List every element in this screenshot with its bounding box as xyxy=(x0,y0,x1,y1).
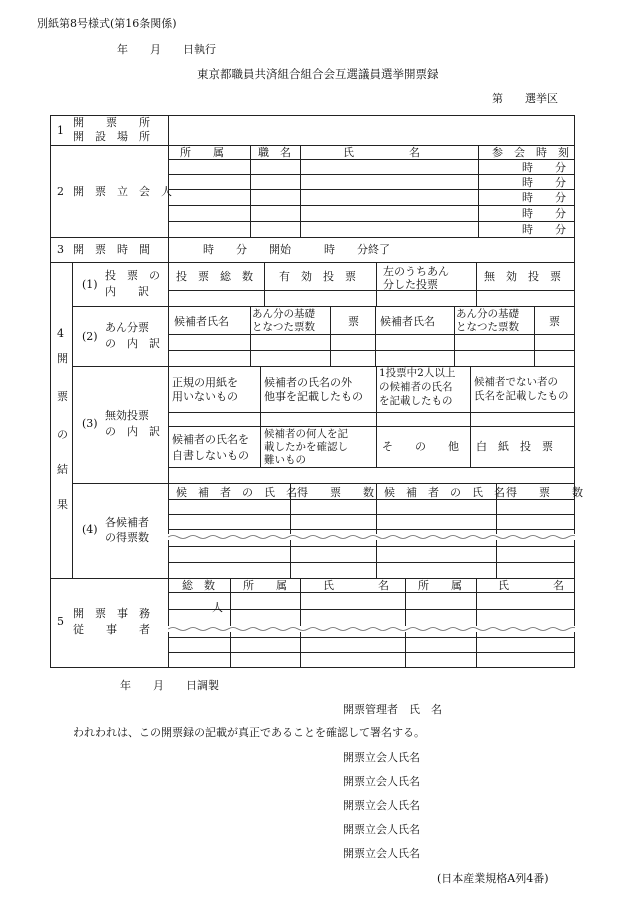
s3-label: 開 票 時 間 xyxy=(73,243,150,256)
s2-col-affiliation: 所 属 xyxy=(180,146,224,159)
s4-r1-label-2: 内 訳 xyxy=(105,285,149,298)
declaration: われわれは、この開票録の記載が真正であることを確認して署名する。 xyxy=(73,726,425,739)
page-title: 東京都職員共済組合組合会互選議員選挙開票録 xyxy=(197,67,439,81)
s4-r3-a-1: 正規の用紙を xyxy=(172,376,238,389)
s4-r3-c-3: を記載したもの xyxy=(379,395,453,407)
form-number: 別紙第8号様式(第16条関係) xyxy=(37,17,177,30)
s4-side-1: 開 xyxy=(57,352,68,365)
s4-r1-no: (1) xyxy=(82,278,98,291)
execution-date: 年 月 日執行 xyxy=(117,43,216,56)
s5-col-affiliation-1: 所 属 xyxy=(243,579,287,592)
s5-col-affiliation-2: 所 属 xyxy=(418,579,462,592)
s4-r4-col-candidate-2: 候 補 者 の 氏 名 xyxy=(384,486,505,499)
omission-mark xyxy=(168,626,575,632)
witness-name-2: 開票立会人氏名 xyxy=(343,775,420,788)
s4-r3-blank: 白 紙 投 票 xyxy=(476,440,553,453)
s4-r3-no: (3) xyxy=(82,417,98,430)
s5-label-1: 開 票 事 務 xyxy=(73,607,150,620)
s3-value: 時 分 開始 時 分終了 xyxy=(203,243,390,256)
s4-r3-label-2: の 内 訳 xyxy=(105,425,160,438)
s4-r4-col-votes-1: 得 票 数 xyxy=(297,486,374,499)
s4-r1-label-1: 投 票 の xyxy=(105,269,160,282)
s4-r2-basis-2b: となつた票数 xyxy=(456,321,519,333)
s5-col-name-2: 氏 名 xyxy=(498,579,564,592)
s2-label: 開 票 立 会 人 xyxy=(73,185,172,198)
s4-r2-basis-1b: となつた票数 xyxy=(252,321,315,333)
s1-label-2: 開 設 場 所 xyxy=(73,130,150,143)
s4-r1-prorated-1: 左のうちあん xyxy=(383,265,449,278)
s4-r3-label-1: 無効投票 xyxy=(105,409,149,422)
district-label: 第 選挙区 xyxy=(492,92,558,105)
s2-col-name: 氏 名 xyxy=(343,146,420,159)
s2-col-title: 職 名 xyxy=(258,146,291,159)
s4-r2-candidate-1: 候補者氏名 xyxy=(174,315,229,328)
s4-r2-label-2: の 内 訳 xyxy=(105,337,160,350)
s4-side-4: 結 xyxy=(57,463,68,476)
s4-r1-total-votes: 投 票 総 数 xyxy=(176,270,253,283)
s4-r3-f-2: 載したかを確認し xyxy=(264,441,348,453)
s1-label-1: 開 票 所 xyxy=(73,116,150,129)
s1-number: 1 xyxy=(57,124,64,137)
s2-number: 2 xyxy=(57,185,64,198)
witness-name-3: 開票立会人氏名 xyxy=(343,799,420,812)
s4-r4-no: (4) xyxy=(82,523,98,536)
s2-time-3: 時 分 xyxy=(522,191,566,204)
s4-r3-f-1: 候補者の何人を記 xyxy=(264,428,348,440)
paper-size-note: (日本産業規格A列4番) xyxy=(437,872,549,885)
s4-r3-other: そ の 他 xyxy=(382,440,459,453)
s2-time-5: 時 分 xyxy=(522,223,566,236)
s4-r3-e-2: 自書しないもの xyxy=(172,449,249,462)
s2-time-2: 時 分 xyxy=(522,176,566,189)
s4-r3-d-1: 候補者でない者の xyxy=(474,376,558,388)
s4-r3-e-1: 候補者の氏名を xyxy=(172,433,249,446)
witness-name-4: 開票立会人氏名 xyxy=(343,823,420,836)
s5-label-2: 従 事 者 xyxy=(73,623,150,636)
s4-r3-c-1: 1投票中2人以上 xyxy=(379,367,456,379)
s4-side-5: 果 xyxy=(57,498,68,511)
s5-col-name-1: 氏 名 xyxy=(323,579,389,592)
s5-number: 5 xyxy=(57,615,64,628)
s4-r3-a-2: 用いないもの xyxy=(172,390,238,403)
manager-name: 開票管理者 氏 名 xyxy=(343,703,442,716)
s2-time-1: 時 分 xyxy=(522,161,566,174)
s4-r2-basis-1a: あん分の基礎 xyxy=(252,308,315,320)
s4-r2-candidate-2: 候補者氏名 xyxy=(380,315,435,328)
s4-r3-b-2: 他事を記載したもの xyxy=(264,390,363,403)
s4-r2-no: (2) xyxy=(82,330,98,343)
omission-mark xyxy=(168,534,575,540)
s4-r3-c-2: の候補者の氏名 xyxy=(379,381,453,393)
s4-r2-votes-2: 票 xyxy=(549,315,560,328)
s4-r3-d-2: 氏名を記載したもの xyxy=(474,390,569,402)
s4-r2-basis-2a: あん分の基礎 xyxy=(456,308,519,320)
prepared-date: 年 月 日調製 xyxy=(120,679,219,692)
s4-r1-prorated-2: 分した投票 xyxy=(383,278,438,291)
s4-r1-invalid-votes: 無 効 投 票 xyxy=(484,270,561,283)
s4-number: 4 xyxy=(57,327,64,340)
witness-name-5: 開票立会人氏名 xyxy=(343,847,420,860)
s4-r3-f-3: 難いもの xyxy=(264,454,306,466)
s4-r4-label-1: 各候補者 xyxy=(105,516,149,529)
s3-number: 3 xyxy=(57,243,64,256)
s4-side-3: の xyxy=(57,428,68,441)
s4-r4-col-candidate-1: 候 補 者 の 氏 名 xyxy=(176,486,297,499)
s4-r2-votes-1: 票 xyxy=(348,315,359,328)
witness-name-1: 開票立会人氏名 xyxy=(343,751,420,764)
s4-r4-label-2: の得票数 xyxy=(105,531,149,544)
s4-r1-valid-votes: 有 効 投 票 xyxy=(279,270,356,283)
s2-time-4: 時 分 xyxy=(522,207,566,220)
s5-person-unit: 人 xyxy=(212,601,223,614)
s4-side-2: 票 xyxy=(57,390,68,403)
s4-r2-label-1: あん分票 xyxy=(105,321,149,334)
s4-r4-col-votes-2: 得 票 数 xyxy=(506,486,583,499)
s2-col-time: 参 会 時 刻 xyxy=(492,146,569,159)
s4-r3-b-1: 候補者の氏名の外 xyxy=(264,376,352,389)
s5-col-total: 総 数 xyxy=(182,579,215,592)
